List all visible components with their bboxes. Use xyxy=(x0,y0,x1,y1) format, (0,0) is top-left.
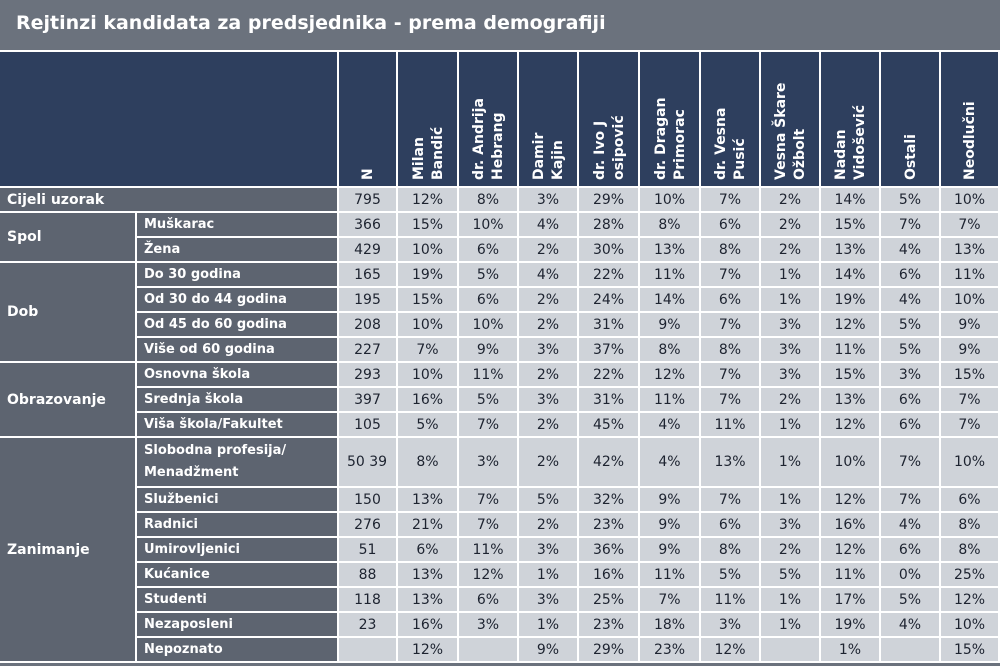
column-header xyxy=(701,52,761,188)
column-header-line: Ožbolt xyxy=(792,128,808,180)
sample-size-cell: 227 xyxy=(339,338,398,363)
rating-cell: 7% xyxy=(881,488,941,513)
group-label: Obrazovanje xyxy=(0,363,137,438)
rating-cell: 9% xyxy=(640,488,701,513)
rating-cell: 10% xyxy=(398,313,459,338)
rating-cell: 6% xyxy=(459,288,519,313)
row-label: Studenti xyxy=(137,588,339,613)
rating-cell: 11% xyxy=(459,538,519,563)
rating-cell: 32% xyxy=(579,488,640,513)
column-header-line: dr. Dragan xyxy=(653,97,669,180)
rating-cell: 4% xyxy=(519,263,579,288)
rating-cell: 7% xyxy=(701,188,761,213)
rating-cell: 3% xyxy=(519,188,579,213)
rating-cell: 24% xyxy=(579,288,640,313)
rating-cell: 8% xyxy=(398,438,459,488)
column-header-line: osipović xyxy=(611,115,627,180)
sample-size-cell: 293 xyxy=(339,363,398,388)
rating-cell: 5% xyxy=(881,313,941,338)
rating-cell: 3% xyxy=(761,513,821,538)
rating-cell: 14% xyxy=(640,288,701,313)
rating-cell: 5% xyxy=(398,413,459,438)
rating-cell: 37% xyxy=(579,338,640,363)
row-label: Muškarac xyxy=(137,213,339,238)
rating-cell: 10% xyxy=(398,238,459,263)
row-label: Slobodna profesija/ Menadžment xyxy=(137,438,339,488)
title-bar xyxy=(0,0,1000,52)
rating-cell: 2% xyxy=(761,238,821,263)
column-header-line: Hebrang xyxy=(490,112,506,180)
rating-cell: 6% xyxy=(881,538,941,563)
column-header xyxy=(579,52,640,188)
rating-cell: 14% xyxy=(821,188,881,213)
column-header xyxy=(519,52,579,188)
rating-cell: 4% xyxy=(881,238,941,263)
row-label: Službenici xyxy=(137,488,339,513)
rating-cell: 12% xyxy=(640,363,701,388)
sample-size-cell: 88 xyxy=(339,563,398,588)
rating-cell: 1% xyxy=(761,488,821,513)
rating-cell: 42% xyxy=(579,438,640,488)
column-header xyxy=(941,52,1000,188)
rating-cell: 10% xyxy=(459,213,519,238)
rating-cell: 9% xyxy=(640,538,701,563)
rating-cell: 16% xyxy=(398,613,459,638)
rating-cell: 12% xyxy=(821,488,881,513)
rating-cell: 13% xyxy=(821,388,881,413)
rating-cell: 13% xyxy=(821,238,881,263)
rating-cell: 31% xyxy=(579,388,640,413)
rating-cell: 9% xyxy=(640,313,701,338)
rating-cell: 7% xyxy=(701,363,761,388)
rating-cell: 8% xyxy=(701,238,761,263)
rating-cell: 13% xyxy=(398,563,459,588)
rating-cell: 17% xyxy=(821,588,881,613)
rating-cell: 8% xyxy=(701,338,761,363)
rating-cell: 5% xyxy=(459,263,519,288)
rating-cell: 7% xyxy=(941,388,1000,413)
rating-cell: 2% xyxy=(519,438,579,488)
rating-cell: 1% xyxy=(761,588,821,613)
rating-cell: 3% xyxy=(881,363,941,388)
column-header-line: N xyxy=(360,168,376,180)
rating-cell: 2% xyxy=(519,288,579,313)
rating-cell: 5% xyxy=(701,563,761,588)
rating-cell xyxy=(459,638,519,663)
rating-cell: 8% xyxy=(941,538,1000,563)
column-header-line: Vidošević xyxy=(852,104,868,180)
rating-cell: 10% xyxy=(459,313,519,338)
rating-cell: 1% xyxy=(821,638,881,663)
rating-cell: 12% xyxy=(398,188,459,213)
column-header-line: Damir xyxy=(531,132,547,180)
sample-size-cell: 208 xyxy=(339,313,398,338)
rating-cell: 6% xyxy=(701,288,761,313)
sample-size-cell: 397 xyxy=(339,388,398,413)
row-label: Srednja škola xyxy=(137,388,339,413)
column-header-label xyxy=(652,97,690,180)
rating-cell: 19% xyxy=(821,613,881,638)
rating-cell: 2% xyxy=(519,363,579,388)
column-header-label xyxy=(961,101,980,180)
column-header-line: dr. Andrija xyxy=(471,98,487,180)
column-header-label xyxy=(410,127,448,180)
rating-cell: 30% xyxy=(579,238,640,263)
rating-cell: 3% xyxy=(761,363,821,388)
rating-cell: 5% xyxy=(459,388,519,413)
rating-cell xyxy=(761,638,821,663)
column-header xyxy=(821,52,881,188)
rating-cell: 7% xyxy=(701,388,761,413)
rating-cell: 10% xyxy=(941,188,1000,213)
rating-cell: 5% xyxy=(881,338,941,363)
rating-cell: 15% xyxy=(941,638,1000,663)
rating-cell: 4% xyxy=(640,413,701,438)
rating-cell: 11% xyxy=(640,388,701,413)
rating-cell: 11% xyxy=(640,263,701,288)
row-label: Od 30 do 44 godina xyxy=(137,288,339,313)
row-label: Umirovljenici xyxy=(137,538,339,563)
rating-cell: 6% xyxy=(398,538,459,563)
rating-cell: 7% xyxy=(941,413,1000,438)
rating-cell: 7% xyxy=(881,438,941,488)
column-header xyxy=(459,52,519,188)
rating-cell: 10% xyxy=(941,438,1000,488)
rating-cell: 28% xyxy=(579,213,640,238)
total-row-label: Cijeli uzorak xyxy=(0,188,339,213)
column-header-label xyxy=(530,133,568,180)
rating-cell: 1% xyxy=(761,263,821,288)
rating-cell: 15% xyxy=(941,363,1000,388)
rating-cell: 1% xyxy=(761,613,821,638)
sample-size-cell: 51 xyxy=(339,538,398,563)
rating-cell: 10% xyxy=(398,363,459,388)
rating-cell: 7% xyxy=(459,488,519,513)
column-header xyxy=(398,52,459,188)
rating-cell: 16% xyxy=(398,388,459,413)
row-label: Žena xyxy=(137,238,339,263)
column-header-label xyxy=(591,115,629,180)
rating-cell: 7% xyxy=(640,588,701,613)
rating-cell: 12% xyxy=(941,588,1000,613)
rating-cell: 10% xyxy=(941,288,1000,313)
rating-cell: 36% xyxy=(579,538,640,563)
rating-cell: 3% xyxy=(519,338,579,363)
rating-cell: 4% xyxy=(881,288,941,313)
rating-cell: 12% xyxy=(398,638,459,663)
rating-cell: 12% xyxy=(821,538,881,563)
rating-cell: 5% xyxy=(761,563,821,588)
row-label: Nezaposleni xyxy=(137,613,339,638)
rating-cell: 5% xyxy=(519,488,579,513)
sample-size-cell: 165 xyxy=(339,263,398,288)
rating-cell: 45% xyxy=(579,413,640,438)
sample-size-cell: 50 39 xyxy=(339,438,398,488)
sample-size-cell: 795 xyxy=(339,188,398,213)
rating-cell: 5% xyxy=(881,188,941,213)
column-header-line: Neodlučni xyxy=(962,101,978,180)
rating-cell: 22% xyxy=(579,363,640,388)
rating-cell: 6% xyxy=(701,213,761,238)
rating-cell: 2% xyxy=(519,238,579,263)
rating-cell: 31% xyxy=(579,313,640,338)
rating-cell: 19% xyxy=(821,288,881,313)
rating-cell: 4% xyxy=(519,213,579,238)
row-label: Od 45 do 60 godina xyxy=(137,313,339,338)
page-title: Rejtinzi kandidata za predsjednika - prema demografiji xyxy=(16,12,606,34)
row-label: Radnici xyxy=(137,513,339,538)
rating-cell: 12% xyxy=(821,413,881,438)
rating-cell: 3% xyxy=(761,338,821,363)
group-label: Zanimanje xyxy=(0,438,137,663)
rating-cell: 7% xyxy=(881,213,941,238)
rating-cell: 2% xyxy=(761,538,821,563)
rating-cell: 29% xyxy=(579,638,640,663)
rating-cell: 29% xyxy=(579,188,640,213)
row-label: Kućanice xyxy=(137,563,339,588)
rating-cell: 6% xyxy=(881,388,941,413)
rating-cell: 7% xyxy=(459,413,519,438)
rating-cell: 11% xyxy=(640,563,701,588)
row-label: Osnovna škola xyxy=(137,363,339,388)
rating-cell: 15% xyxy=(398,288,459,313)
rating-cell: 23% xyxy=(579,513,640,538)
sample-size-cell: 150 xyxy=(339,488,398,513)
rating-cell: 4% xyxy=(881,613,941,638)
column-header-line: Ostali xyxy=(903,134,919,180)
rating-cell: 6% xyxy=(941,488,1000,513)
column-header-line: Bandić xyxy=(430,126,446,180)
rating-cell: 7% xyxy=(398,338,459,363)
sample-size-cell: 276 xyxy=(339,513,398,538)
rating-cell: 3% xyxy=(761,313,821,338)
sample-size-cell: 366 xyxy=(339,213,398,238)
rating-cell: 6% xyxy=(881,413,941,438)
group-label: Dob xyxy=(0,263,137,363)
rating-cell: 15% xyxy=(821,363,881,388)
sample-size-cell: 429 xyxy=(339,238,398,263)
rating-cell: 2% xyxy=(761,188,821,213)
column-header-label xyxy=(359,168,378,180)
column-header-line: Kajin xyxy=(550,140,566,180)
rating-cell: 7% xyxy=(701,313,761,338)
rating-cell: 9% xyxy=(941,338,1000,363)
rating-cell: 11% xyxy=(701,413,761,438)
sample-size-cell: 105 xyxy=(339,413,398,438)
rating-cell: 3% xyxy=(519,538,579,563)
rating-cell: 3% xyxy=(459,438,519,488)
column-header xyxy=(339,52,398,188)
rating-cell: 22% xyxy=(579,263,640,288)
rating-cell: 18% xyxy=(640,613,701,638)
rating-cell: 1% xyxy=(761,413,821,438)
rating-cell: 4% xyxy=(881,513,941,538)
rating-cell: 16% xyxy=(821,513,881,538)
rating-cell: 15% xyxy=(821,213,881,238)
rating-cell: 7% xyxy=(701,488,761,513)
rating-cell: 9% xyxy=(941,313,1000,338)
rating-cell: 14% xyxy=(821,263,881,288)
rating-cell: 12% xyxy=(821,313,881,338)
rating-cell: 25% xyxy=(941,563,1000,588)
rating-cell: 23% xyxy=(640,638,701,663)
rating-cell: 16% xyxy=(579,563,640,588)
column-header-line: Vesna Škare xyxy=(773,82,789,180)
rating-cell: 8% xyxy=(459,188,519,213)
column-header-label xyxy=(772,83,810,180)
rating-cell: 6% xyxy=(881,263,941,288)
rating-cell: 2% xyxy=(761,388,821,413)
rating-cell: 7% xyxy=(941,213,1000,238)
rating-cell: 2% xyxy=(519,413,579,438)
group-label: Spol xyxy=(0,213,137,263)
rating-cell: 23% xyxy=(579,613,640,638)
rating-cell: 10% xyxy=(640,188,701,213)
rating-cell: 13% xyxy=(640,238,701,263)
rating-cell: 6% xyxy=(459,588,519,613)
demographics-table xyxy=(0,52,1000,666)
sample-size-cell: 23 xyxy=(339,613,398,638)
rating-cell: 13% xyxy=(398,588,459,613)
rating-cell: 11% xyxy=(459,363,519,388)
row-label: Nepoznato xyxy=(137,638,339,663)
rating-cell: 8% xyxy=(941,513,1000,538)
rating-cell: 11% xyxy=(821,563,881,588)
rating-cell: 15% xyxy=(398,213,459,238)
column-header-line: Nadan xyxy=(833,129,849,180)
sample-size-cell: 118 xyxy=(339,588,398,613)
rating-cell: 6% xyxy=(459,238,519,263)
column-header-line: Milan xyxy=(411,137,427,180)
sample-size-cell: 195 xyxy=(339,288,398,313)
rating-cell: 8% xyxy=(640,338,701,363)
rating-cell: 8% xyxy=(640,213,701,238)
rating-cell: 6% xyxy=(701,513,761,538)
rating-cell: 9% xyxy=(459,338,519,363)
rating-cell: 5% xyxy=(881,588,941,613)
column-header xyxy=(640,52,701,188)
rating-cell: 11% xyxy=(701,588,761,613)
rating-cell: 3% xyxy=(519,388,579,413)
column-header-line: Pusić xyxy=(732,138,748,180)
rating-cell: 7% xyxy=(459,513,519,538)
rating-cell: 13% xyxy=(941,238,1000,263)
rating-cell: 1% xyxy=(761,438,821,488)
column-header-line: Primorac xyxy=(672,109,688,180)
rating-cell xyxy=(881,638,941,663)
column-header-line: dr. Vesna xyxy=(713,107,729,180)
rating-cell: 11% xyxy=(821,338,881,363)
column-header-label xyxy=(902,134,921,180)
rating-cell: 1% xyxy=(761,288,821,313)
rating-cell: 10% xyxy=(941,613,1000,638)
rating-cell: 1% xyxy=(519,613,579,638)
sample-size-cell xyxy=(339,638,398,663)
rating-cell: 3% xyxy=(459,613,519,638)
column-header-label xyxy=(832,105,870,180)
rating-cell: 12% xyxy=(701,638,761,663)
rating-cell: 12% xyxy=(459,563,519,588)
row-label: Više od 60 godina xyxy=(137,338,339,363)
rating-cell: 2% xyxy=(519,313,579,338)
column-header-line: dr. Ivo J xyxy=(592,120,608,180)
rating-cell: 19% xyxy=(398,263,459,288)
rating-cell: 11% xyxy=(941,263,1000,288)
rating-cell: 1% xyxy=(519,563,579,588)
rating-cell: 13% xyxy=(398,488,459,513)
row-label: Do 30 godina xyxy=(137,263,339,288)
column-header xyxy=(761,52,821,188)
rating-cell: 3% xyxy=(519,588,579,613)
rating-cell: 8% xyxy=(701,538,761,563)
column-header-label xyxy=(712,108,750,180)
rating-cell: 10% xyxy=(821,438,881,488)
rating-cell: 2% xyxy=(761,213,821,238)
column-header-label xyxy=(470,98,508,180)
rating-cell: 9% xyxy=(519,638,579,663)
rating-cell: 21% xyxy=(398,513,459,538)
rating-cell: 2% xyxy=(519,513,579,538)
header-corner xyxy=(0,52,339,188)
row-label: Viša škola/Fakultet xyxy=(137,413,339,438)
rating-cell: 13% xyxy=(701,438,761,488)
rating-cell: 4% xyxy=(640,438,701,488)
rating-cell: 25% xyxy=(579,588,640,613)
rating-cell: 3% xyxy=(701,613,761,638)
rating-cell: 0% xyxy=(881,563,941,588)
rating-cell: 7% xyxy=(701,263,761,288)
column-header xyxy=(881,52,941,188)
rating-cell: 9% xyxy=(640,513,701,538)
